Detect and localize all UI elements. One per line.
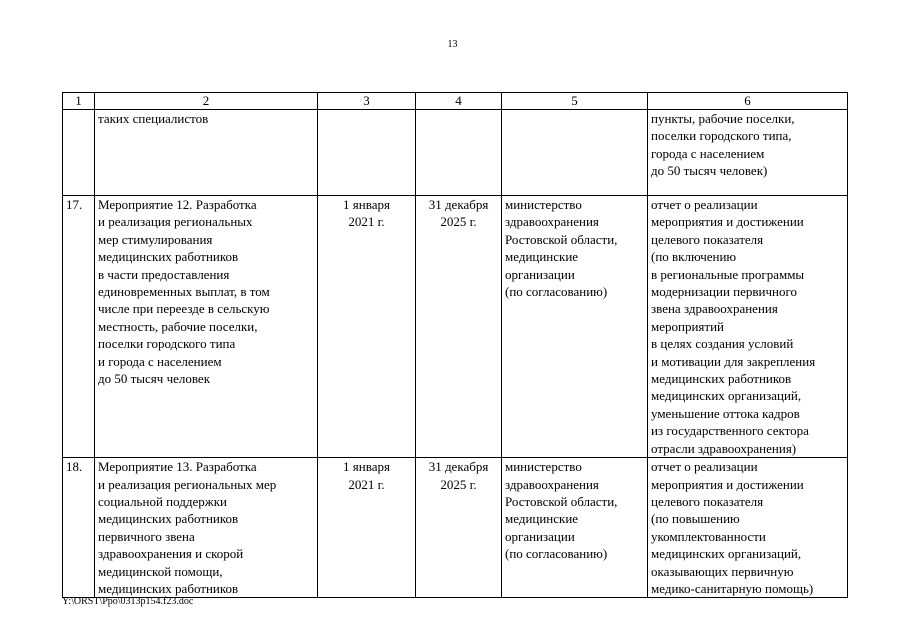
table-row-continuation — [63, 110, 848, 196]
document-file-path: Y:\ORST\Ppo\0313p154.f23.doc — [62, 596, 194, 607]
start-date — [318, 110, 416, 196]
column-number-4: 4 — [416, 93, 502, 110]
row-number: 17. — [63, 196, 95, 458]
expected-result: отчет о реализации мероприятия и достижении целевого показателя (по повышению укомплектованности медицинских организаций, оказывающих первичную медико-санитарную помощь) — [648, 458, 848, 598]
expected-result: пункты, рабочие поселки, поселки городского типа, города с населением до 50 тысяч человек) — [648, 110, 848, 196]
table-row-18 — [63, 458, 848, 598]
event-title: Мероприятие 13. Разработка и реализация региональных мер социальной поддержки медицинских работников первичного звена здравоохранения и скорой медицинской помощи, медицинских работников — [95, 458, 318, 598]
column-number-2: 2 — [95, 93, 318, 110]
table-row-17 — [63, 196, 848, 458]
start-date: 1 января 2021 г. — [318, 458, 416, 598]
start-date: 1 января 2021 г. — [318, 196, 416, 458]
event-title: Мероприятие 12. Разработка и реализация региональных мер стимулирования медицинских работников в части предоставления единовременных выплат, в том числе при переезде в сельскую местность, рабочие поселки, поселки городского типа и города с населением до 50 тысяч человек — [95, 196, 318, 458]
column-number-3: 3 — [318, 93, 416, 110]
column-number-5: 5 — [502, 93, 648, 110]
column-number-header-row — [63, 93, 848, 110]
column-number-1: 1 — [63, 93, 95, 110]
events-table — [62, 92, 848, 598]
end-date: 31 декабря 2025 г. — [416, 458, 502, 598]
page-number: 13 — [447, 39, 458, 50]
expected-result: отчет о реализации мероприятия и достижении целевого показателя (по включению в региональные программы модернизации первичного звена здравоохранения мероприятий в целях создания условий и мотивации для закрепления медицинских работников медицинских организаций, уменьшение оттока кадров из государственного сектора отрасли здравоохранения) — [648, 196, 848, 458]
end-date: 31 декабря 2025 г. — [416, 196, 502, 458]
column-number-6: 6 — [648, 93, 848, 110]
end-date — [416, 110, 502, 196]
executor: министерство здравоохранения Ростовской области, медицинские организации (по согласованию) — [502, 458, 648, 598]
event-title: таких специалистов — [95, 110, 318, 196]
row-number — [63, 110, 95, 196]
executor — [502, 110, 648, 196]
executor: министерство здравоохранения Ростовской области, медицинские организации (по согласованию) — [502, 196, 648, 458]
row-number: 18. — [63, 458, 95, 598]
